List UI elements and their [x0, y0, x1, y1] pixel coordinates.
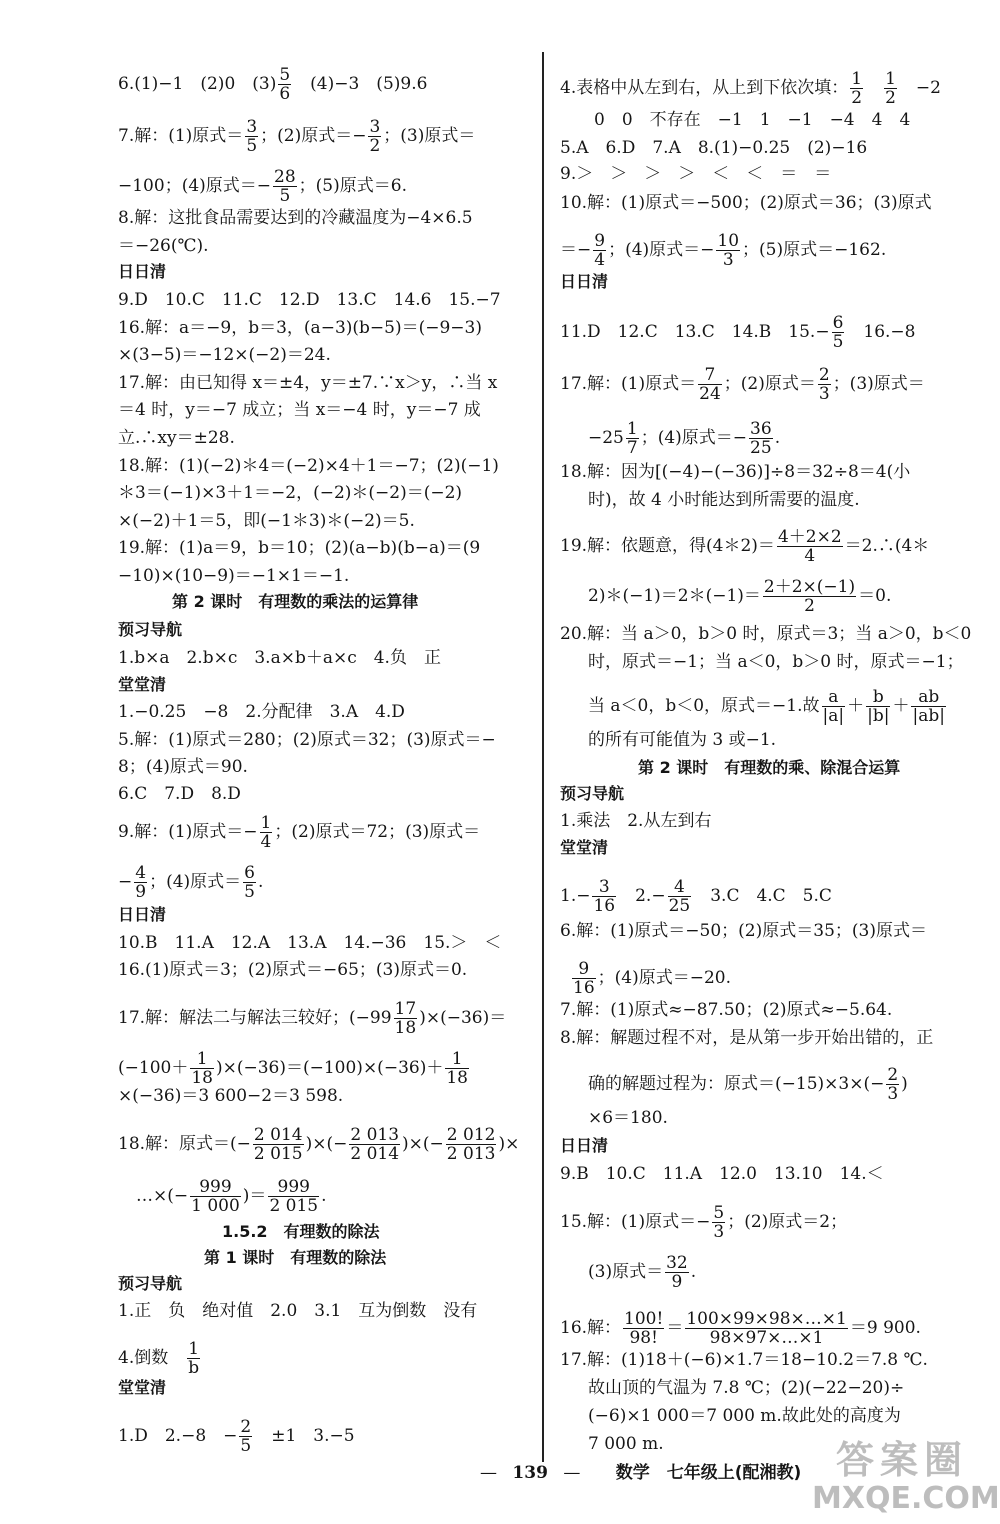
- fraction: [273, 168, 297, 205]
- text: 2)＊(−1)＝2＊(−1)＝: [588, 586, 761, 606]
- fraction: [446, 1126, 497, 1163]
- answer-line: 8；(4)原式＝90.: [118, 757, 248, 777]
- answer-line: 6.解：(1)原式＝−50；(2)原式＝35；(3)原式＝: [560, 921, 927, 941]
- answer-line: [118, 1418, 355, 1455]
- denominator: 5: [244, 882, 255, 902]
- answer-line: 1.乘法 2.从左到右: [560, 811, 712, 831]
- page-footer: [480, 1458, 801, 1483]
- answer-line: 16.解：a＝−9，b＝3，(a−3)(b−5)＝(−9−3): [118, 318, 482, 338]
- numerator: 2 013: [350, 1125, 400, 1145]
- text: .: [258, 872, 264, 892]
- text: )×(−36)＝: [419, 1008, 507, 1028]
- fraction: [239, 1418, 252, 1455]
- numerator: 4: [135, 863, 147, 883]
- text: ；(3)原式＝: [832, 374, 925, 394]
- numerator: 17: [394, 999, 417, 1019]
- text: .: [321, 1186, 327, 1206]
- denominator: 2: [369, 136, 381, 156]
- denominator: 18: [394, 1018, 417, 1038]
- answer-line: [118, 1050, 471, 1087]
- denominator: 3: [722, 250, 734, 270]
- section-heading: 预习导航: [560, 784, 625, 803]
- numerator: 36: [750, 419, 772, 439]
- denominator: 9: [135, 882, 147, 902]
- answer-line: 1.−0.25 −8 2.分配律 3.A 4.D: [118, 702, 405, 722]
- fraction: [260, 814, 273, 851]
- section-heading: 预习导航: [118, 1274, 183, 1293]
- answer-line: [136, 1178, 327, 1215]
- text: ；(2)原式＝−: [260, 126, 367, 146]
- fraction: [190, 1050, 214, 1087]
- fraction: [911, 688, 945, 725]
- answer-line: ＊3＝(−1)×3＋1＝−2，(−2)＊(−2)＝(−2): [118, 483, 463, 503]
- fraction: [698, 366, 722, 403]
- text: 18.解：原式＝(−: [118, 1134, 251, 1154]
- fraction: [685, 1310, 848, 1347]
- denominator: 16: [593, 896, 616, 916]
- denominator: 18: [446, 1068, 468, 1088]
- fraction: [886, 1066, 899, 1103]
- answer-line: [570, 960, 731, 997]
- answer-line: 16.(1)原式＝3；(2)原式＝−65；(3)原式＝0.: [118, 960, 468, 980]
- lesson-title: 第 2 课时 有理数的乘、除混合运算: [638, 758, 901, 777]
- answer-line: 时)，故 4 小时能达到所需要的温度.: [588, 490, 860, 510]
- denominator: |a|: [822, 706, 845, 726]
- section-heading: 日日清: [560, 272, 609, 291]
- page-number: 139: [512, 1463, 548, 1483]
- text: 17.解：解法二与解法三较好；(−99: [118, 1008, 392, 1028]
- text: ；(3)原式＝: [383, 126, 476, 146]
- denominator: 24: [699, 384, 721, 404]
- numerator: 2 014: [253, 1125, 303, 1145]
- text: 1.D 2.−8 −: [118, 1426, 238, 1446]
- numerator: 2: [818, 365, 830, 385]
- answer-line: 6.C 7.D 8.D: [118, 784, 241, 804]
- fraction: [592, 878, 616, 915]
- fraction: [572, 960, 596, 997]
- answer-line: ×(−36)＝3 600−2＝3 598.: [118, 1086, 344, 1106]
- denominator: 3: [713, 1222, 725, 1242]
- fraction: [593, 232, 606, 269]
- denominator: 5: [246, 136, 258, 156]
- text: ；(4)原式＝−: [608, 240, 715, 260]
- text: )×: [498, 1134, 520, 1154]
- fraction: [866, 688, 890, 725]
- answer-line: [118, 168, 407, 205]
- answer-line: 20.解：当 a＞0，b＞0 时，原式＝3；当 a＞0，b＜0: [560, 624, 972, 644]
- fraction: [822, 688, 846, 725]
- text: .: [774, 428, 781, 448]
- section-heading: 日日清: [118, 262, 167, 281]
- text: ；(5)原式＝−162.: [742, 240, 887, 260]
- text: ): [901, 1074, 908, 1094]
- answer-line: [118, 1126, 519, 1163]
- numerator: 7: [698, 366, 722, 385]
- section-heading: 日日清: [560, 1136, 609, 1155]
- answer-line: 7.解：(1)原式≈−87.50；(2)原式≈−5.64.: [560, 1000, 893, 1020]
- denominator: 18: [191, 1068, 213, 1088]
- answer-line: 0 0 不存在 −1 1 −1 −4 4 4: [594, 110, 911, 130]
- answer-line: [118, 1000, 506, 1037]
- text: ＝−: [560, 240, 592, 260]
- denominator: 3: [887, 1084, 899, 1104]
- answer-line: [560, 1310, 921, 1347]
- text: 4.表格中从左到右，从上到下依次填：: [560, 78, 849, 98]
- lesson-title: 第 2 课时 有理数的乘法的运算律: [172, 592, 419, 611]
- answer-line: 10.解：(1)原式＝−500；(2)原式＝36；(3)原式: [560, 193, 932, 213]
- text: 16.解：: [560, 1318, 622, 1338]
- numerator: 1: [885, 69, 896, 89]
- text: 4.倒数: [118, 1348, 186, 1368]
- text: (3)原式＝: [588, 1262, 664, 1282]
- text: )×(−: [402, 1134, 444, 1154]
- answer-line: [588, 688, 948, 725]
- fraction: [626, 420, 639, 457]
- numerator: 3: [369, 117, 381, 137]
- numerator: 999: [190, 1178, 241, 1197]
- answer-line: 7 000 m.: [588, 1434, 664, 1454]
- text: 11.D 12.C 13.C 14.B 15.−: [560, 322, 830, 342]
- fraction: [349, 1126, 400, 1163]
- answer-line: [588, 578, 891, 615]
- text: 19.解：依题意，得(4＊2)＝: [560, 536, 775, 556]
- answer-line: ×(3−5)＝−12×(−2)＝24.: [118, 345, 331, 365]
- answer-line: 8.解：解题过程不对，是从第一步开始出错的，正: [560, 1028, 934, 1048]
- denominator: 6: [279, 84, 291, 104]
- denominator: |ab|: [912, 706, 945, 726]
- denominator: 2 013: [446, 1144, 496, 1164]
- answer-line: ＝−26(℃).: [118, 236, 209, 256]
- denominator: 3: [818, 384, 830, 404]
- text: )×(−: [305, 1134, 348, 1154]
- answer-line: [118, 1340, 202, 1377]
- answer-line: [560, 314, 916, 351]
- answer-line: [118, 66, 427, 103]
- numerator: 999: [268, 1178, 319, 1197]
- fraction: [268, 1178, 319, 1215]
- text: 1.−: [560, 886, 591, 906]
- numerator: 1: [851, 69, 863, 89]
- text: …×(−: [136, 1186, 189, 1206]
- numerator: 9: [594, 231, 606, 251]
- text: ；(2)原式＝2；: [727, 1212, 848, 1232]
- answer-line: [560, 878, 832, 915]
- answer-line: [560, 528, 929, 565]
- fraction: [623, 1310, 664, 1347]
- fraction: [665, 1254, 689, 1291]
- answer-line: 5.A 6.D 7.A 8.(1)−0.25 (2)−16: [560, 138, 868, 158]
- answer-line: [118, 814, 480, 851]
- section-title: 1.5.2 有理数的除法: [222, 1222, 380, 1241]
- text: −25: [588, 428, 624, 448]
- fraction: [818, 366, 831, 403]
- numerator: 100!: [624, 1309, 664, 1329]
- footer-dash: —: [563, 1463, 581, 1483]
- denominator: 25: [668, 896, 691, 916]
- text: ＝2.∴(4＊: [844, 536, 930, 556]
- watermark-url: MXQE.COM: [812, 1481, 1000, 1516]
- fraction: [187, 1340, 200, 1377]
- denominator: 9: [671, 1272, 683, 1292]
- text: −: [118, 872, 133, 892]
- denominator: b: [188, 1358, 200, 1378]
- denominator: 5: [279, 186, 291, 206]
- answer-line: [588, 420, 780, 457]
- watermark-logo: [812, 1438, 1000, 1518]
- text: 17.解：(1)原式＝: [560, 374, 697, 394]
- numerator: 5: [713, 1203, 725, 1223]
- numerator: a: [822, 688, 846, 707]
- numerator: b: [866, 688, 890, 707]
- denominator: 7: [626, 438, 638, 458]
- text: ；(2)原式＝72；(3)原式＝: [274, 822, 481, 842]
- fraction: [832, 314, 845, 351]
- fraction: [445, 1050, 469, 1087]
- numerator: 28: [274, 167, 296, 187]
- answer-line: 时，原式＝−1；当 a＜0，b＞0 时，原式＝−1；: [588, 652, 964, 672]
- numerator: 1: [190, 1050, 214, 1069]
- fraction: [763, 578, 856, 615]
- fraction: [243, 864, 256, 901]
- answer-line: [560, 1204, 847, 1241]
- answer-line: 9.B 10.C 11.A 12.0 13.10 14.＜: [560, 1164, 884, 1184]
- fraction: [278, 66, 291, 103]
- text: −100；(4)原式＝−: [118, 176, 272, 196]
- text: 3.C 4.C 5.C: [693, 886, 832, 906]
- denominator: 2 015: [269, 1196, 319, 1216]
- answer-line: 18.解：(1)(−2)＊4＝(−2)×4＋1＝−7；(2)(−1): [118, 456, 499, 476]
- numerator: 1: [445, 1050, 469, 1069]
- watermark-text: 答案圈: [835, 1438, 968, 1482]
- fraction: [850, 70, 863, 107]
- text: 9.解：(1)原式＝−: [118, 822, 258, 842]
- fraction: [134, 864, 147, 901]
- text: (−100＋: [118, 1058, 189, 1078]
- answer-line: 立.∴xy＝±28.: [118, 428, 235, 448]
- answer-line: [588, 1066, 908, 1103]
- text: ＝9 900.: [849, 1318, 921, 1338]
- answer-line: 9.D 10.C 11.C 12.D 13.C 14.6 15.−7: [118, 290, 501, 310]
- answer-line: 的所有可能值为 3 或−1.: [588, 730, 777, 750]
- text: ＋: [892, 696, 910, 716]
- text: ；(4)原式＝: [149, 872, 242, 892]
- text: 6.(1)−1 (2)0 (3): [118, 74, 277, 94]
- text: ＋: [847, 696, 865, 716]
- text: ±1 3.−5: [254, 1426, 355, 1446]
- text: ；(2)原式＝: [723, 374, 816, 394]
- denominator: 5: [832, 332, 844, 352]
- numerator: 2: [887, 1065, 899, 1085]
- fraction: [716, 232, 740, 269]
- text: ；(4)原式＝−: [640, 428, 748, 448]
- numerator: 3: [246, 117, 258, 137]
- answer-line: [118, 118, 475, 155]
- numerator: 2: [240, 1417, 252, 1437]
- denominator: 98×97×…×1: [709, 1328, 824, 1348]
- fraction: [884, 70, 897, 107]
- numerator: 3: [592, 878, 616, 897]
- numerator: 1: [260, 813, 272, 833]
- denominator: 4: [260, 832, 272, 852]
- numerator: 6: [244, 863, 255, 883]
- fraction: [245, 118, 258, 155]
- answer-line: (−6)×1 000＝7 000 m.故此处的高度为: [588, 1406, 901, 1426]
- numerator: 2＋2×(−1): [763, 577, 856, 597]
- fraction: [190, 1178, 241, 1215]
- answer-line: [118, 864, 263, 901]
- denominator: 16: [573, 978, 595, 998]
- text: 15.解：(1)原式＝−: [560, 1212, 711, 1232]
- footer-dash: —: [480, 1463, 497, 1483]
- fraction: [712, 1204, 725, 1241]
- fraction: [777, 528, 843, 565]
- answer-line: [560, 70, 941, 107]
- numerator: ab: [911, 688, 945, 707]
- answer-line: 5.解：(1)原式＝280；(2)原式＝32；(3)原式＝−: [118, 730, 496, 750]
- denominator: 2: [885, 88, 896, 108]
- text: −2: [898, 78, 941, 98]
- answer-line: 故山顶的气温为 7.8 ℃；(2)(−22−20)÷: [588, 1378, 905, 1398]
- numerator: 1: [188, 1339, 200, 1359]
- text: ；(5)原式＝6.: [298, 176, 407, 196]
- numerator: 2 012: [446, 1125, 496, 1145]
- denominator: 98!: [629, 1328, 658, 1348]
- denominator: 5: [240, 1436, 252, 1456]
- fraction: [253, 1126, 304, 1163]
- answer-line: 10.B 11.A 12.A 13.A 14.−36 15.＞ ＜: [118, 933, 502, 953]
- text: )＝: [242, 1186, 267, 1206]
- answer-line: 9.＞ ＞ ＞ ＞ ＜ ＜ ＝ ＝: [560, 164, 832, 184]
- column-divider: [542, 52, 544, 1462]
- text: (4)−3 (5)9.6: [293, 74, 428, 94]
- fraction: [368, 118, 381, 155]
- section-heading: 预习导航: [118, 620, 183, 639]
- denominator: 4: [804, 546, 816, 566]
- answer-line: 17.解：由已知得 x＝±4，y＝±7.∵x＞y，∴当 x: [118, 373, 498, 393]
- numerator: 4＋2×2: [777, 527, 842, 547]
- text: .: [690, 1262, 697, 1282]
- fraction: [394, 1000, 418, 1037]
- answer-line: ＝4 时，y＝−7 成立；当 x＝−4 时，y＝−7 成: [118, 400, 481, 420]
- answer-line: 1.b×a 2.b×c 3.a×b＋a×c 4.负 正: [118, 648, 441, 668]
- section-heading: 堂堂清: [118, 1378, 167, 1397]
- answer-line: 8.解：这批食品需要达到的冷藏温度为−4×6.5: [118, 208, 473, 228]
- answer-line: 18.解：因为[(−4)−(−36)]÷8＝32÷8＝4(小: [560, 462, 911, 482]
- text: 16.−8: [846, 322, 916, 342]
- numerator: 5: [279, 65, 291, 85]
- text: 确的解题过程为：原式＝(−15)×3×(−: [588, 1074, 885, 1094]
- answer-line: 19.解：(1)a＝9，b＝10；(2)(a−b)(b−a)＝(9: [118, 538, 481, 558]
- text: 7.解：(1)原式＝: [118, 126, 244, 146]
- denominator: 2 014: [350, 1144, 400, 1164]
- section-heading: 堂堂清: [118, 675, 167, 694]
- denominator: 2: [804, 596, 815, 616]
- denominator: 2 015: [253, 1144, 303, 1164]
- numerator: 10: [717, 231, 740, 251]
- denominator: 2: [851, 88, 863, 108]
- answer-line: 1.正 负 绝对值 2.0 3.1 互为倒数 没有: [118, 1301, 478, 1321]
- footer-subject: 数学 七年级上(配湘教): [615, 1463, 802, 1483]
- denominator: 4: [594, 250, 606, 270]
- numerator: 1: [626, 419, 638, 439]
- lesson-title: 第 1 课时 有理数的除法: [204, 1248, 387, 1267]
- answer-line: ×6＝180.: [588, 1108, 668, 1128]
- text: ＝: [666, 1318, 684, 1338]
- text: ；(4)原式＝−20.: [597, 968, 732, 988]
- section-heading: 堂堂清: [560, 838, 609, 857]
- denominator: 1 000: [191, 1196, 240, 1216]
- answer-line: [560, 366, 925, 403]
- fraction: [668, 878, 692, 915]
- text: 2.−: [618, 886, 666, 906]
- answer-line: [560, 232, 886, 269]
- numerator: 100×99×98×…×1: [686, 1309, 847, 1329]
- numerator: 9: [572, 960, 596, 979]
- answer-line: 17.解：(1)18＋(−6)×1.7＝18−10.2＝7.8 ℃.: [560, 1350, 928, 1370]
- numerator: 32: [666, 1253, 688, 1273]
- denominator: 25: [750, 438, 772, 458]
- answer-line: ×(−2)＋1＝5，即(−1＊3)＊(−2)＝5.: [118, 511, 415, 531]
- text: ＝0.: [858, 586, 892, 606]
- numerator: 6: [832, 313, 844, 333]
- answer-line: [588, 1254, 696, 1291]
- fraction: [749, 420, 773, 457]
- answer-line: −10)×(10−9)＝−1×1＝−1.: [118, 566, 350, 586]
- denominator: |b|: [867, 706, 890, 726]
- numerator: 4: [668, 878, 692, 897]
- section-heading: 日日清: [118, 905, 167, 924]
- text: 当 a＜0，b＜0，原式＝−1.故: [588, 696, 820, 716]
- text: )×(−36)＝(−100)×(−36)＋: [215, 1058, 444, 1078]
